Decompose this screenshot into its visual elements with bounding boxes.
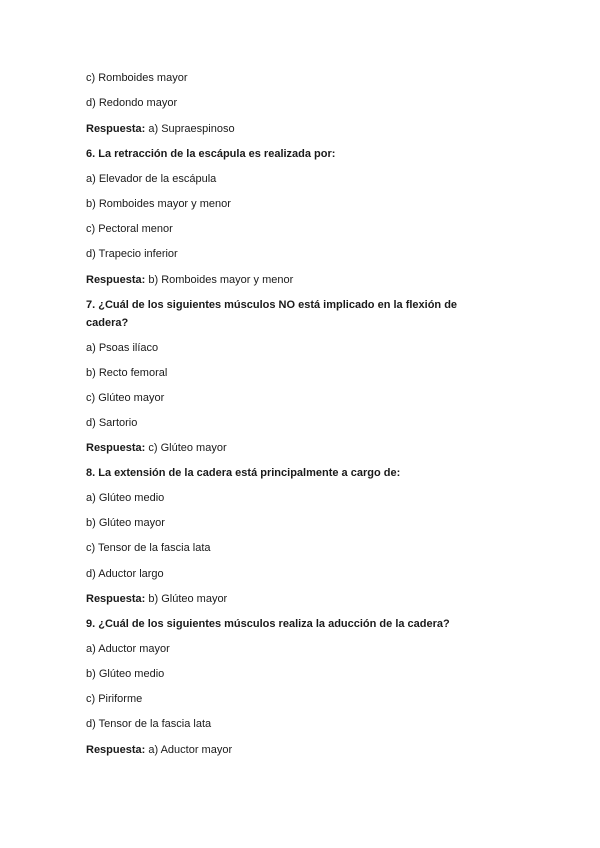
option-q6-a: a) Elevador de la escápula [86,173,217,185]
option-q9-d: d) Tensor de la fascia lata [86,718,212,730]
question-6: 6. La retracción de la escápula es realizada por: [86,148,336,160]
option-q5-d: d) Redondo mayor [86,97,178,109]
question-7-line-1: 7. ¿Cuál de los siguientes músculos NO está implicado en la flexión de [86,299,458,311]
answer-q8 [86,592,227,606]
answer-q9 [86,743,232,757]
answer-q7 [86,441,227,455]
option-q7-c: c) Glúteo mayor [86,392,165,404]
answer-value: c) Glúteo mayor [148,442,227,454]
option-q8-a: a) Glúteo medio [86,492,165,504]
answer-q5 [86,122,235,136]
option-q6-c: c) Pectoral menor [86,223,173,235]
option-q5-c: c) Romboides mayor [86,72,188,84]
answer-label: Respuesta: [86,274,146,286]
question-7-line-2: cadera? [86,317,129,329]
option-q7-d: d) Sartorio [86,417,138,429]
answer-label: Respuesta: [86,593,146,605]
option-q6-d: d) Trapecio inferior [86,248,178,260]
option-q8-c: c) Tensor de la fascia lata [86,542,211,554]
option-q7-a: a) Psoas ilíaco [86,342,159,354]
answer-label: Respuesta: [86,744,146,756]
answer-value: a) Supraespinoso [148,123,235,135]
answer-value: b) Glúteo mayor [148,593,228,605]
option-q9-b: b) Glúteo medio [86,668,165,680]
option-q6-b: b) Romboides mayor y menor [86,198,231,210]
answer-q6 [86,273,293,287]
option-q8-d: d) Aductor largo [86,568,164,580]
option-q9-a: a) Aductor mayor [86,643,170,655]
answer-label: Respuesta: [86,442,146,454]
option-q7-b: b) Recto femoral [86,367,168,379]
option-q8-b: b) Glúteo mayor [86,517,165,529]
question-8: 8. La extensión de la cadera está principalmente a cargo de: [86,467,401,479]
answer-label: Respuesta: [86,123,146,135]
option-q9-c: c) Piriforme [86,693,143,705]
answer-value: b) Romboides mayor y menor [148,274,294,286]
question-9: 9. ¿Cuál de los siguientes músculos realiza la aducción de la cadera? [86,618,450,630]
answer-value: a) Aductor mayor [148,744,233,756]
